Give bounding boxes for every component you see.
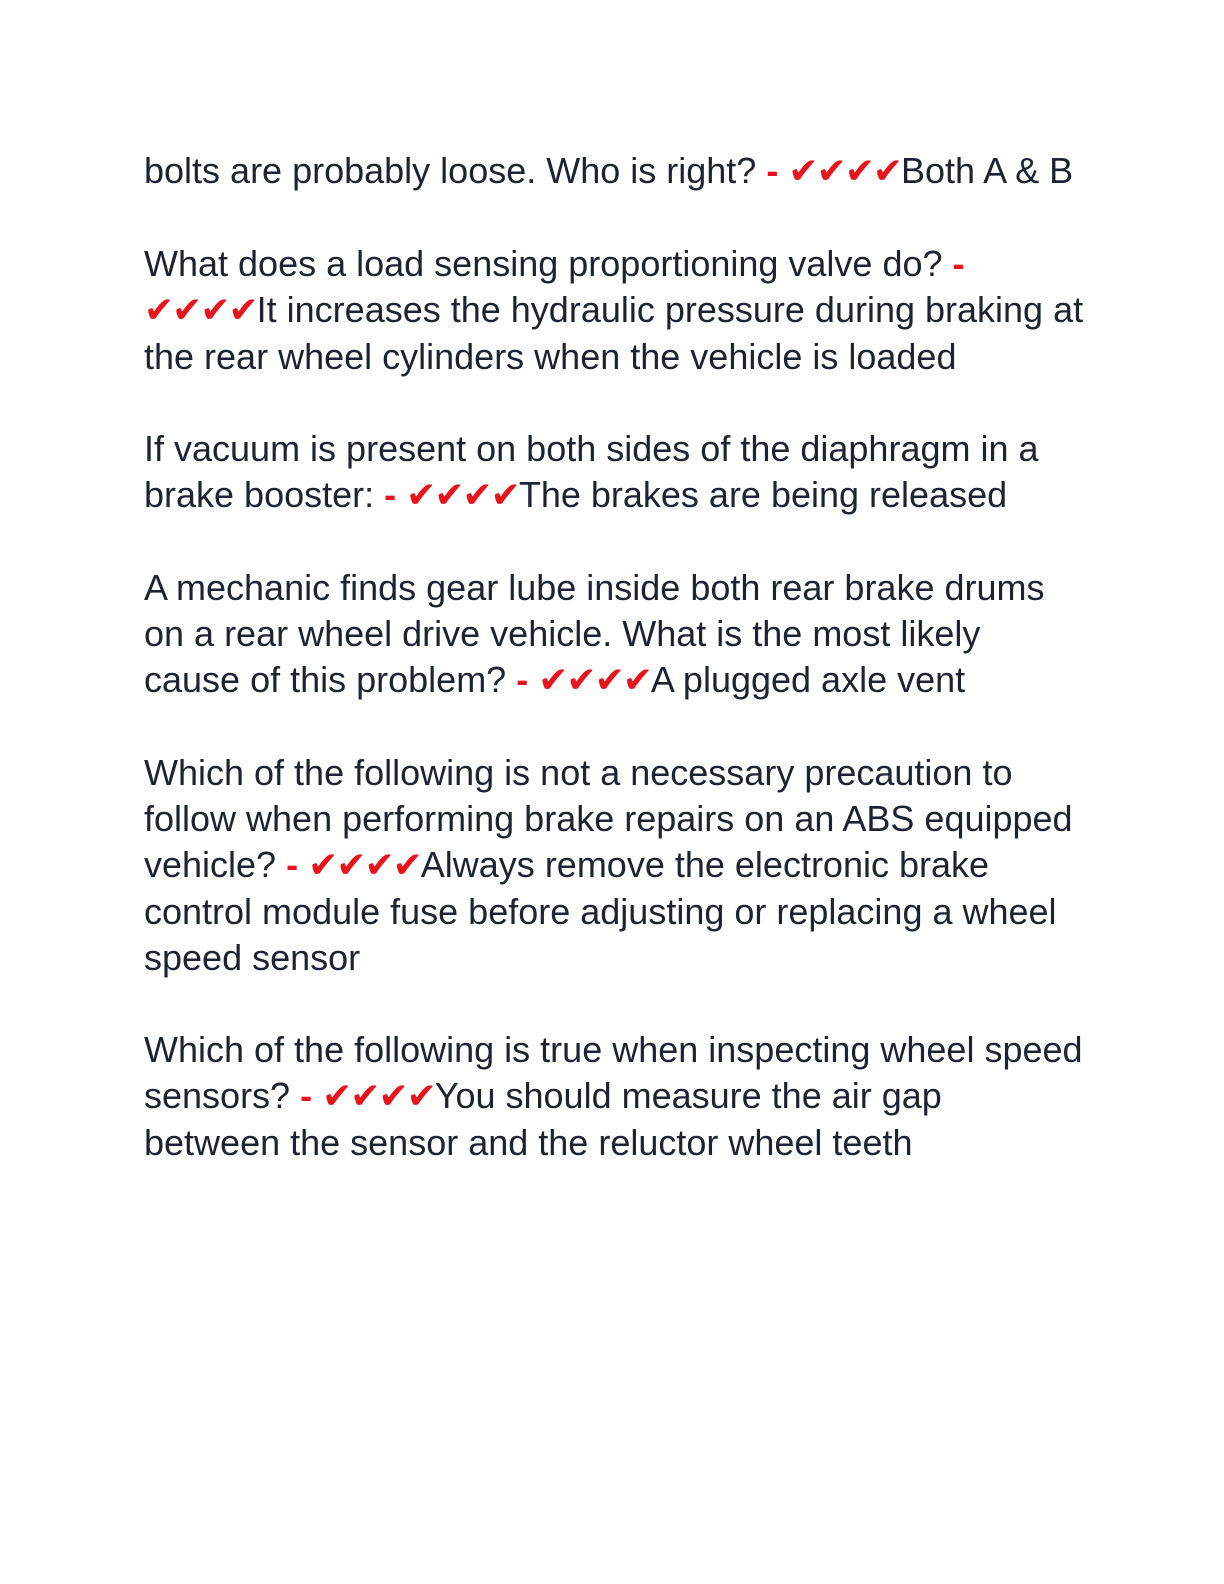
question-text: Which of the following is not a necessary precaution to follow when performing brake repairs on an ABS equipped vehicle? bbox=[144, 752, 1073, 885]
answer-text: Always remove the electronic brake control module fuse before adjusting or replacing a wheel speed sensor bbox=[144, 844, 1057, 978]
question-text: What does a load sensing proportioning valve do? bbox=[144, 243, 943, 284]
question-text: If vacuum is present on both sides of the diaphragm in a brake booster: bbox=[144, 428, 1039, 515]
qa-item-4 bbox=[144, 565, 1084, 704]
answer-separator: - bbox=[766, 150, 779, 191]
document-page bbox=[144, 148, 1084, 1212]
answer-text: You should measure the air gap between the sensor and the reluctor wheel teeth bbox=[144, 1075, 942, 1163]
qa-item-5 bbox=[144, 750, 1084, 981]
answer-text: A plugged axle vent bbox=[650, 659, 966, 700]
answer-separator: - bbox=[384, 474, 397, 515]
question-text: bolts are probably loose. Who is right? bbox=[144, 150, 757, 191]
question-text: A mechanic finds gear lube inside both rear brake drums on a rear wheel drive vehicle. What is the most likely cause of this problem? bbox=[144, 567, 1045, 700]
qa-item-1 bbox=[144, 148, 1084, 195]
check-icon: ✔✔✔✔ bbox=[538, 660, 651, 701]
check-icon: ✔✔✔✔ bbox=[788, 151, 902, 192]
answer-text: It increases the hydraulic pressure during braking at the rear wheel cylinders when the vehicle is loaded bbox=[144, 289, 1084, 377]
answer-text: The brakes are being released bbox=[518, 474, 1008, 515]
answer-separator: - bbox=[952, 243, 965, 284]
question-text: Which of the following is true when inspecting wheel speed sensors? bbox=[144, 1029, 1083, 1116]
check-icon: ✔✔✔✔ bbox=[144, 290, 257, 331]
answer-text: Both A & B bbox=[901, 150, 1074, 191]
qa-item-3 bbox=[144, 426, 1084, 519]
qa-item-6 bbox=[144, 1027, 1084, 1166]
answer-separator: - bbox=[516, 659, 529, 700]
qa-item-2 bbox=[144, 241, 1084, 380]
answer-separator: - bbox=[300, 1075, 313, 1116]
check-icon: ✔✔✔✔ bbox=[406, 475, 519, 516]
check-icon: ✔✔✔✔ bbox=[308, 845, 421, 886]
answer-separator: - bbox=[286, 844, 299, 885]
check-icon: ✔✔✔✔ bbox=[322, 1076, 435, 1117]
